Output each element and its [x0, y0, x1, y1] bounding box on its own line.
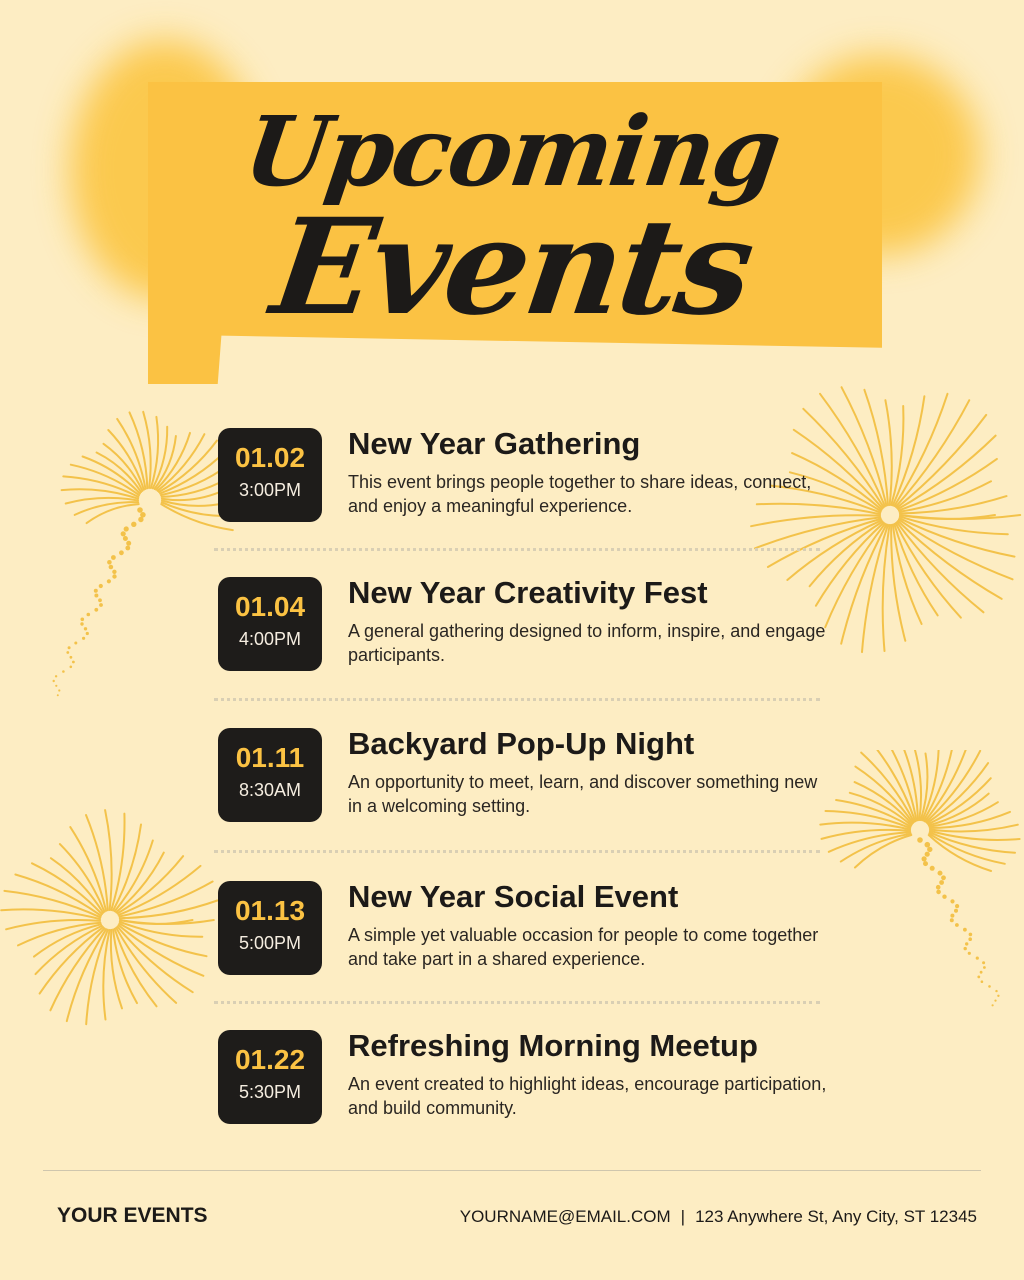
- event-divider: [214, 850, 820, 853]
- firework-icon-top-left: [40, 400, 240, 730]
- title-upcoming: Upcoming: [237, 95, 787, 208]
- footer-email[interactable]: YOURNAME@EMAIL.COM: [459, 1207, 671, 1226]
- footer-separator: |: [680, 1207, 686, 1226]
- event-divider: [214, 1001, 820, 1004]
- event-date: 01.13: [234, 895, 306, 926]
- event-date: 01.22: [234, 1044, 306, 1075]
- event-date: 01.04: [234, 591, 306, 622]
- event-title: New Year Creativity Fest: [348, 575, 708, 610]
- event-divider: [214, 698, 820, 701]
- event-item: [218, 428, 838, 524]
- event-date: 01.02: [234, 442, 306, 473]
- event-time: 4:00PM: [238, 629, 302, 649]
- event-date: 01.11: [235, 742, 305, 773]
- footer-contact: [460, 1207, 977, 1227]
- event-description: This event brings people together to share ideas, connect, and enjoy a meaningful experience.: [348, 472, 812, 516]
- event-time: 3:00PM: [238, 480, 302, 500]
- event-item: [218, 881, 838, 977]
- event-date-badge: [218, 428, 322, 522]
- event-description: A simple yet valuable occasion for people to come together and take part in a shared experience.: [348, 925, 819, 969]
- event-title: New Year Gathering: [348, 426, 641, 461]
- event-description: A general gathering designed to inform, inspire, and engage participants.: [348, 621, 826, 665]
- event-divider: [214, 548, 820, 551]
- event-date-badge: [218, 728, 322, 822]
- event-title: New Year Social Event: [348, 879, 679, 914]
- event-title: Backyard Pop-Up Night: [348, 726, 695, 761]
- event-time: 5:00PM: [238, 933, 302, 953]
- footer-address: 123 Anywhere St, Any City, ST 12345: [695, 1207, 977, 1226]
- event-time: 5:30PM: [238, 1082, 302, 1102]
- firework-icon-bottom-left: [0, 770, 230, 1070]
- title-events: Events: [263, 190, 761, 345]
- event-title: Refreshing Morning Meetup: [348, 1028, 758, 1063]
- event-description: An event created to highlight ideas, encourage participation, and build community.: [348, 1074, 827, 1118]
- event-item: [218, 728, 838, 824]
- event-date-badge: [218, 577, 322, 671]
- event-item: [218, 577, 838, 673]
- footer-brand: YOUR EVENTS: [57, 1204, 208, 1227]
- footer-divider: [43, 1170, 981, 1171]
- event-date-badge: [218, 1030, 322, 1124]
- event-date-badge: [218, 881, 322, 975]
- event-time: 8:30AM: [238, 780, 302, 800]
- event-description: An opportunity to meet, learn, and discover something new in a welcoming setting.: [348, 772, 818, 816]
- event-item: [218, 1030, 838, 1126]
